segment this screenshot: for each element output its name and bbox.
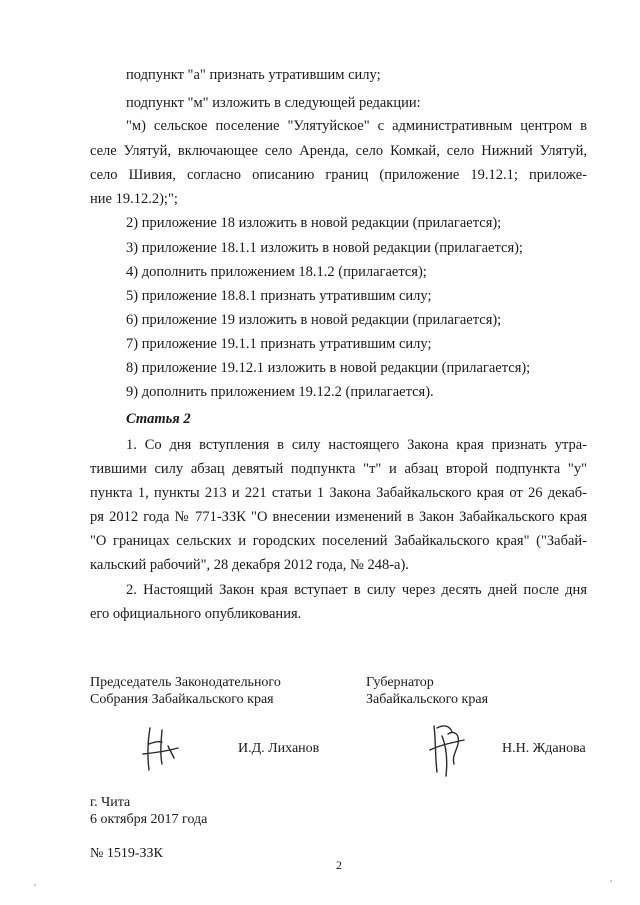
article-heading: Статья 2 xyxy=(126,411,191,427)
right-handwritten-signature xyxy=(424,716,472,782)
law-number: № 1519-ЗЗК xyxy=(90,846,163,861)
subitem-a: подпункт "а" признать утратившим силу; xyxy=(126,67,381,83)
article-paragraph-line: пункта 1, пункты 213 и 221 статьи 1 Закона Забайкальского края от 26 декаб- xyxy=(90,485,587,501)
list-item: 7) приложение 19.1.1 признать утратившим силу; xyxy=(126,336,432,352)
subitem-m: подпункт "м" изложить в следующей редакции: xyxy=(126,95,421,111)
list-item: 8) приложение 19.12.1 изложить в новой редакции (прилагается); xyxy=(126,360,531,376)
list-item: 9) дополнить приложением 19.12.2 (прилагается). xyxy=(126,384,434,400)
article-paragraph-line: "О границах сельских и городских поселений Забайкальского края" ("Забай- xyxy=(90,533,587,549)
right-signatory-title: Губернатор xyxy=(366,675,434,690)
scan-speck xyxy=(34,884,36,886)
article-paragraph-line: 1. Со дня вступления в силу настоящего Закона края признать утра- xyxy=(126,437,587,453)
list-item: 5) приложение 18.8.1 признать утратившим силу; xyxy=(126,288,432,304)
left-signatory-name: И.Д. Лиханов xyxy=(238,741,320,756)
list-item: 4) дополнить приложением 18.1.2 (прилагается); xyxy=(126,264,427,280)
subitem-m-text-line: ние 19.12.2);"; xyxy=(90,191,178,207)
subitem-m-text-line: село Шивия, согласно описанию границ (приложение 19.12.1; приложе- xyxy=(90,167,587,183)
right-signatory-title: Забайкальского края xyxy=(366,692,489,707)
list-item: 2) приложение 18 изложить в новой редакции (прилагается); xyxy=(126,215,502,231)
city: г. Чита xyxy=(90,795,131,810)
left-signatory-title: Председатель Законодательного xyxy=(90,675,281,690)
subitem-m-text-line: селе Улятуй, включающее село Аренда, село Комкай, село Нижний Улятуй, xyxy=(90,143,587,159)
page-number: 2 xyxy=(336,858,342,872)
right-signatory-name: Н.Н. Жданова xyxy=(502,741,586,756)
signing-date: 6 октября 2017 года xyxy=(90,812,208,827)
list-item: 6) приложение 19 изложить в новой редакции (прилагается); xyxy=(126,312,502,328)
scan-speck xyxy=(610,880,612,882)
left-signatory-title: Собрания Забайкальского края xyxy=(90,692,274,707)
article-paragraph-line: ря 2012 года № 771-ЗЗК "О внесении изменений в Закон Забайкальского края xyxy=(90,509,587,525)
list-item: 3) приложение 18.1.1 изложить в новой редакции (прилагается); xyxy=(126,240,523,256)
subitem-m-text-line: "м) сельское поселение "Улятуйское" с административным центром в xyxy=(126,118,587,134)
left-handwritten-signature xyxy=(138,724,188,774)
article-paragraph-line: 2. Настоящий Закон края вступает в силу через десять дней после дня xyxy=(126,582,587,598)
article-paragraph-line: тившими силу абзац девятый подпункта "т" и абзац второй подпункта "у" xyxy=(90,461,587,477)
article-paragraph-line: кальский рабочий", 28 декабря 2012 года, № 248-а). xyxy=(90,557,409,573)
article-paragraph-line: его официального опубликования. xyxy=(90,606,302,622)
